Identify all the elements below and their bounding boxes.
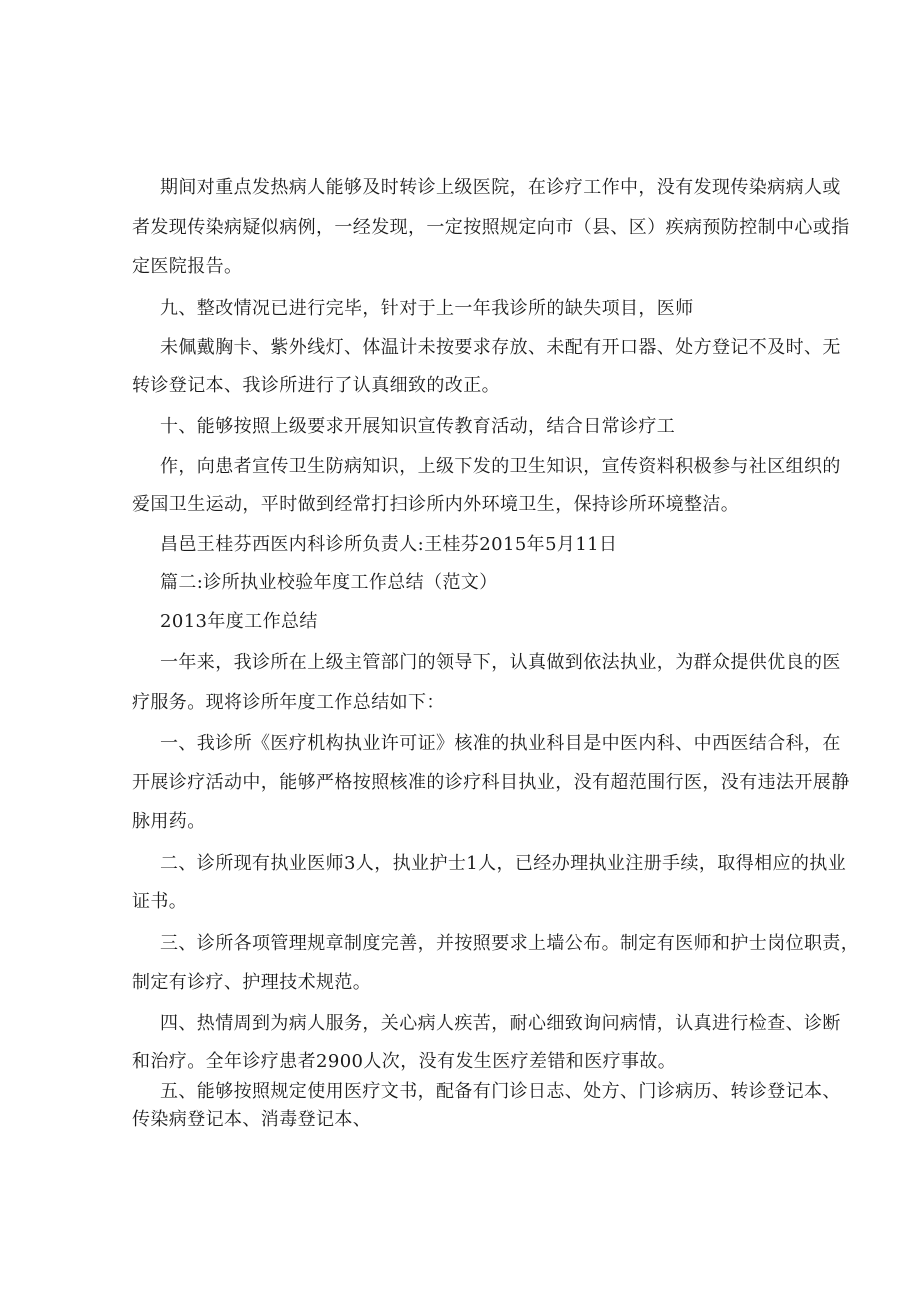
text-line: 未佩戴胸卡、紫外线灯、体温计未按要求存放、未配有开口器、处方登记不及时、无 [160, 337, 841, 358]
text-line: 定医院报告。 [132, 256, 243, 277]
text-line: 脉用药。 [132, 811, 206, 832]
text-line: 期间对重点发热病人能够及时转诊上级医院，在诊疗工作中，没有发现传染病病人或 [160, 177, 841, 198]
text-line: 转诊登记本、我诊所进行了认真细致的改正。 [132, 375, 500, 396]
text-line: 九、整改情况已进行完毕，针对于上一年我诊所的缺失项目，医师 [160, 298, 694, 319]
text-line: 一、我诊所《医疗机构执业许可证》核准的执业科目是中医内科、中西医结合科，在 [160, 733, 841, 754]
section-heading: 篇二:诊所执业校验年度工作总结（范文） [160, 572, 498, 593]
text-line: 疗服务。现将诊所年度工作总结如下： [132, 692, 445, 713]
text-line: 传染病登记本、消毒登记本、 [132, 1109, 372, 1130]
document-title: 2013年度工作总结 [160, 611, 318, 632]
text-line: 一年来，我诊所在上级主管部门的领导下，认真做到依法执业，为群众提供优良的医 [160, 652, 841, 673]
signature-line: 昌邑王桂芬西医内科诊所负责人:王桂芬2015年5月11日 [160, 534, 618, 555]
text-line: 四、热情周到为病人服务，关心病人疾苦，耐心细致询问病情，认真进行检查、诊断 [160, 1013, 841, 1034]
text-line: 三、诊所各项管理规章制度完善，并按照要求上墙公布。制定有医师和护士岗位职责， [160, 933, 860, 954]
text-line: 五、能够按照规定使用医疗文书，配备有门诊日志、处方、门诊病历、转诊登记本、 [160, 1081, 841, 1102]
text-line: 证书。 [132, 891, 188, 912]
text-line: 作，向患者宣传卫生防病知识，上级下发的卫生知识，宣传资料积极参与社区组织的 [160, 456, 841, 477]
text-line: 开展诊疗活动中，能够严格按照核准的诊疗科目执业，没有超范围行医，没有违法开展静 [132, 772, 850, 793]
text-line: 制定有诊疗、护理技术规范。 [132, 972, 372, 993]
text-line: 十、能够按照上级要求开展知识宣传教育活动，结合日常诊疗工 [160, 416, 676, 437]
text-line: 爱国卫生运动，平时做到经常打扫诊所内外环境卫生，保持诊所环境整洁。 [132, 494, 740, 515]
text-line: 者发现传染病疑似病例，一经发现，一定按照规定向市（县、区）疾病预防控制中心或指 [132, 217, 850, 238]
text-line: 和治疗。全年诊疗患者2900人次，没有发生医疗差错和医疗事故。 [132, 1051, 677, 1072]
text-line: 二、诊所现有执业医师3人，执业护士1人，已经办理执业注册手续，取得相应的执业 [160, 853, 847, 874]
